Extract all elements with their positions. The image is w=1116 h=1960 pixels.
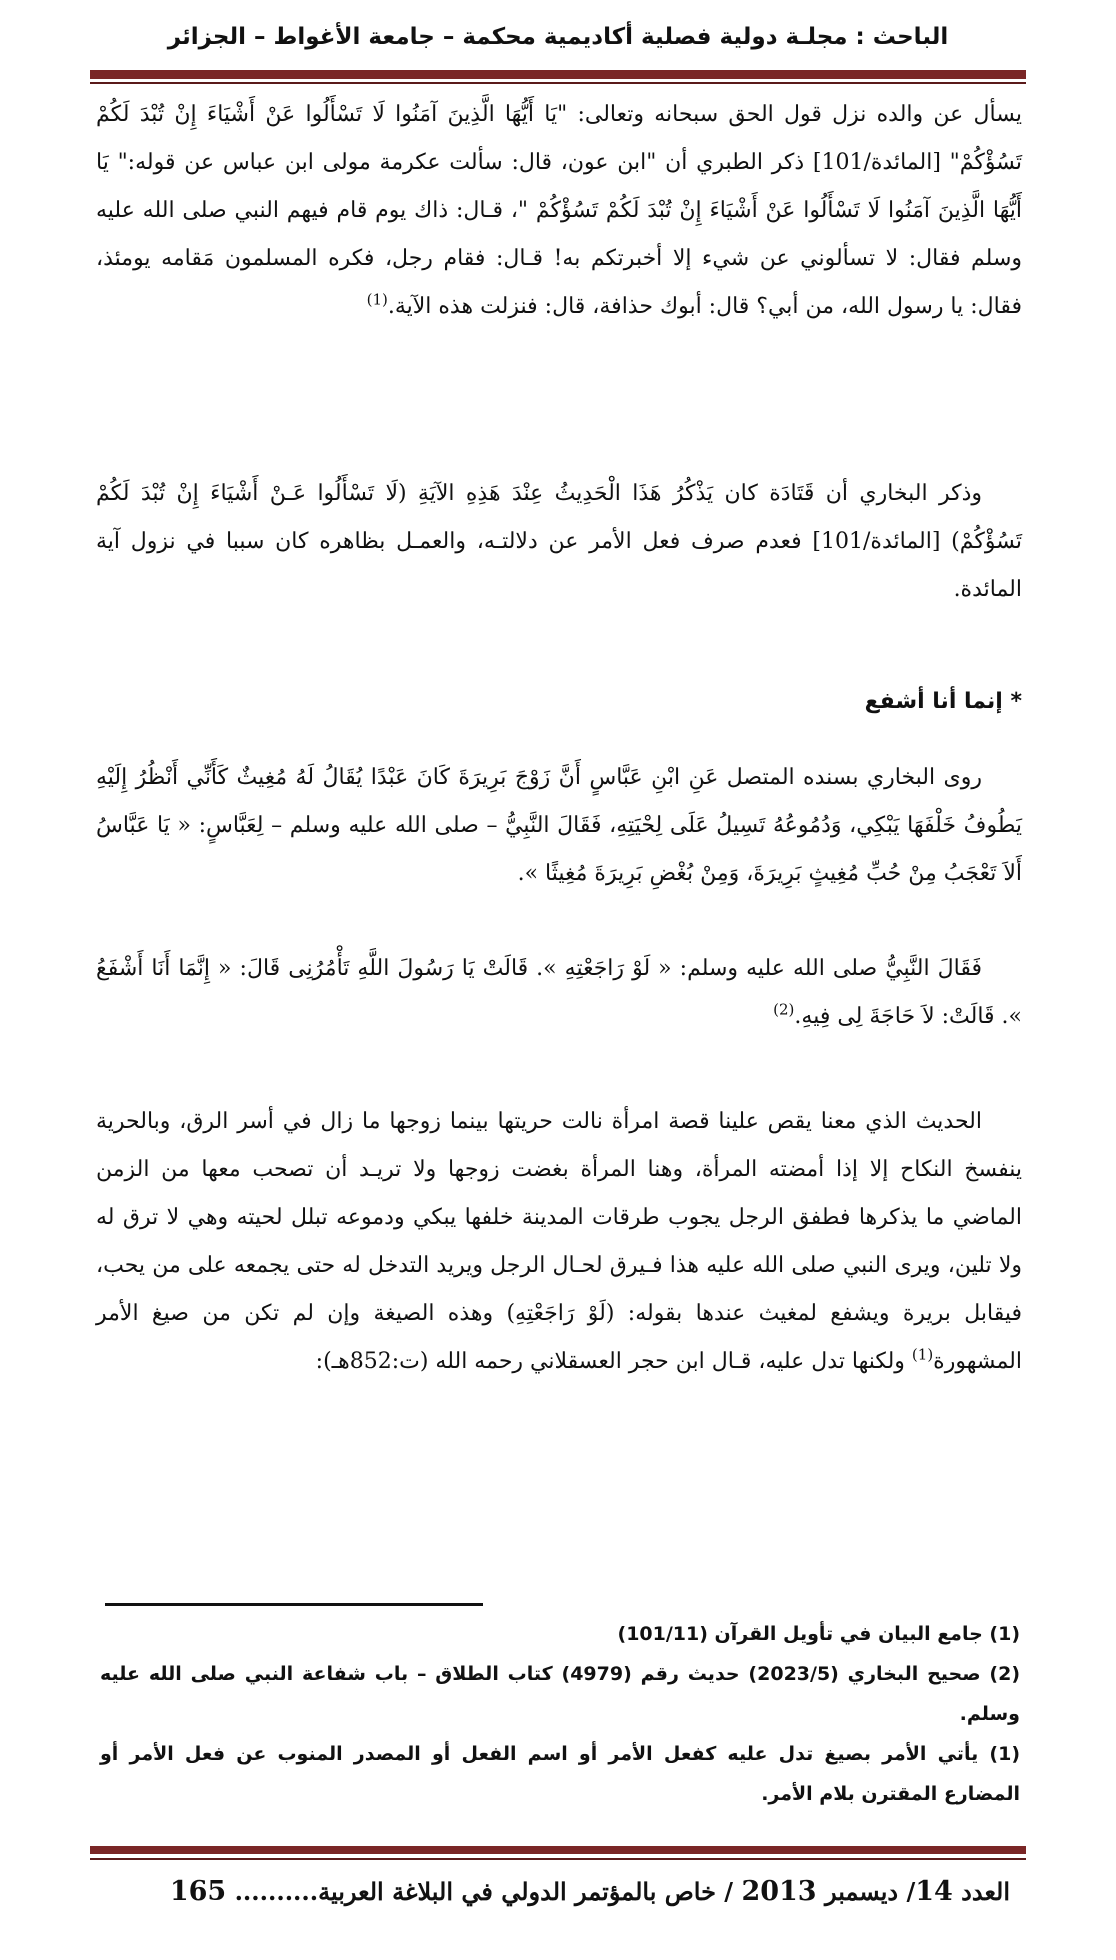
footer-rule-thin <box>90 1858 1026 1860</box>
paragraph-4-text: فَقَالَ النَّبِيُّ صلى الله عليه وسلم: « لَوْ رَاجَعْتِهِ ». قَالَتْ يَا رَسُولَ اللَّهِ تَأْمُرُنِى قَالَ: « إِنَّمَا أَنَا أَشْفَعُ ». قَالَتْ: لاَ حَاجَةَ لِى فِيهِ. <box>96 956 1022 1029</box>
issue-number: 14 <box>915 1876 953 1907</box>
header-rule-thick <box>90 70 1026 79</box>
paragraph-5-text-a: الحديث الذي معنا يقص علينا قصة امرأة نالت حريتها بينما زوجها ما زال في أسر الرق، وبالحرية ينفسخ النكاح إلا إذا أمضته المرأة، وهنا المرأة بغضت زوجها ولا تريـد أن تصحب معها من الزمن الماضي ما يذكرها فطفق الرجل يجوب طرقات المدينة خلفها يبكي ودموعه تبلل لحيته وهي لا ترق له ولا تلين، ويرى النبي صلى الله عليه هذا فـيرق لحـال الرجل ويريد التدخل له حتى يجمعه على من يحب، فيقابل بريرة ويشفع لمغيث عندها بقوله: (لَوْ رَاجَعْتِهِ) وهذه الصيغة وإن لم تكن من صيغ الأمر المشهورة <box>96 1109 1022 1374</box>
footnotes <box>100 1614 1020 1814</box>
issue-special: / خاص بالمؤتمر الدولي في البلاغة العربية.......... <box>234 1877 734 1906</box>
header-rule-thin <box>90 82 1026 84</box>
paragraph-4 <box>96 945 1022 1041</box>
issue-label: العدد <box>961 1877 1010 1906</box>
footnote-2: (2) صحيح البخاري (2023/5) حديث رقم (4979) كتاب الطلاق – باب شفاعة النبي صلى الله عليه وسلم. <box>100 1663 1021 1725</box>
paragraph-5 <box>96 1098 1022 1386</box>
footnote-3: (1) يأتي الأمر بصيغ تدل عليه كفعل الأمر أو اسم الفعل أو المصدر المنوب عن فعل الأمر أو المضارع المقترن بلام الأمر. <box>100 1743 1020 1805</box>
paragraph-3-text: روى البخاري بسنده المتصل عَنِ ابْنِ عَبَّاسٍ أَنَّ زَوْجَ بَرِيرَةَ كَانَ عَبْدًا يُقَالُ لَهُ مُغِيثٌ كَأَنِّي أَنْظُرُ إِلَيْهِ يَطُوفُ خَلْفَهَا يَبْكِي، وَدُمُوعُهُ تَسِيلُ عَلَى لِحْيَتِهِ، فَقَالَ النَّبِيُّ – صلى الله عليه وسلم – لِعَبَّاسٍ: « يَا عَبَّاسُ أَلاَ تَعْجَبُ مِنْ حُبِّ مُغِيثٍ بَرِيرَةَ، وَمِنْ بُغْضِ بَرِيرَةَ مُغِيثًا ». <box>96 765 1022 886</box>
issue-date: / ديسمبر <box>824 1877 916 1906</box>
paragraph-1 <box>96 91 1022 331</box>
footnote-ref: (2) <box>773 1000 795 1019</box>
section-heading: * إنما أنا أشفع <box>864 689 1022 714</box>
footnote-ref: (1) <box>366 290 388 309</box>
footnote-1: (1) جامع البيان في تأويل القرآن (101/11) <box>617 1623 1020 1645</box>
footer-rule-thick <box>90 1846 1026 1854</box>
page-number: 165 <box>169 1876 227 1907</box>
paragraph-2 <box>96 470 1022 614</box>
footnote-separator <box>105 1603 483 1606</box>
paragraph-5-text-b: ولكنها تدل عليه، قـال ابن حجر العسقلاني رحمه الله (ت:852هـ): <box>315 1349 905 1374</box>
footnote-ref: (1) <box>911 1345 934 1364</box>
paragraph-2-text: وذكر البخاري أن قَتَادَة كان يَذْكُرُ هَذَا الْحَدِيثُ عِنْدَ هَذِهِ الآيَةِ (لَا تَسْأَلُوا عَـنْ أَشْيَاءَ إِنْ تُبْدَ لَكُمْ تَسُؤْكُمْ) [المائدة/101] فعدم صرف فعل الأمر عن دلالتـه، والعمـل بظاهره كان سببا في نزول آية المائدة. <box>96 481 1022 602</box>
issue-year: 2013 <box>741 1876 817 1907</box>
running-header: الباحث : مجلـة دولية فصلية أكاديمية محكمة – جامعة الأغواط – الجزائر <box>167 24 949 50</box>
paragraph-3 <box>96 754 1022 898</box>
paragraph-1-text: يسأل عن والده نزل قول الحق سبحانه وتعالى: "يَا أَيُّهَا الَّذِينَ آمَنُوا لَا تَسْأَلُوا عَنْ أَشْيَاءَ إِنْ تُبْدَ لَكُمْ تَسُؤْكُمْ" [المائدة/101] ذكر الطبري أن "ابن عون، قال: سألت عكرمة مولى ابن عباس عن قوله:" يَا أَيُّهَا الَّذِينَ آمَنُوا لَا تَسْأَلُوا عَنْ أَشْيَاءَ إِنْ تُبْدَ لَكُمْ تَسُؤْكُمْ "، قـال: ذاك يوم قام فيهم النبي صلى الله عليه وسلم فقال: لا تسألوني عن شيء إلا أخبرتكم به! قـال: فقام رجل، فكره المسلمون مَقامه يومئذ، فقال: يا رسول الله، من أبي؟ قال: أبوك حذافة، قال: فنزلت هذه الآية. <box>96 102 1022 319</box>
page-footer <box>110 1872 1010 1912</box>
